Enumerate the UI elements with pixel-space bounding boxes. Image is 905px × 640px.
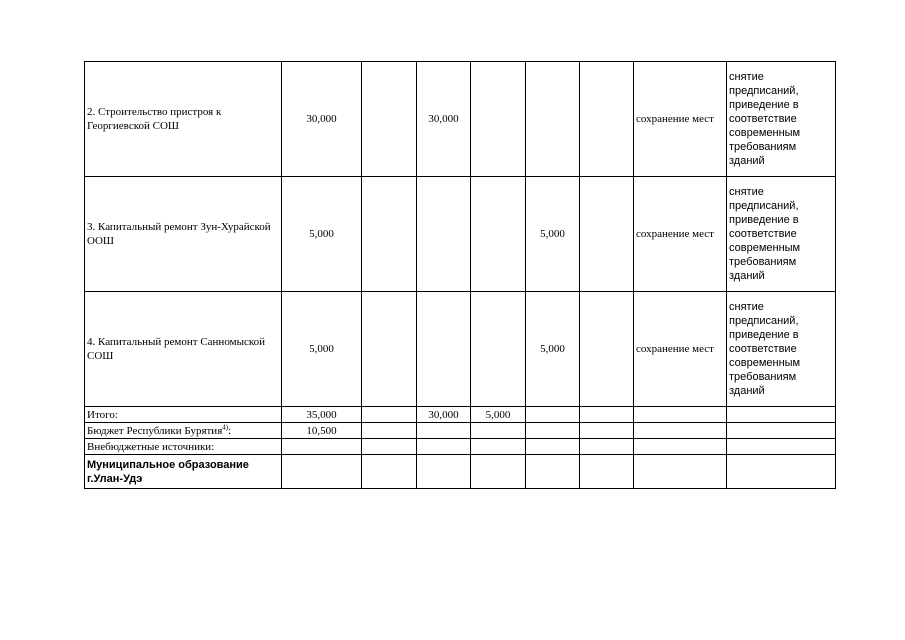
object-name-cell: 3. Капитальный ремонт Зун-Хурайской ООШ — [85, 177, 282, 292]
empty-cell — [634, 439, 727, 455]
empty-cell — [471, 455, 526, 489]
effect-cell: сохранение мест — [634, 292, 727, 407]
effect-cell: сохранение мест — [634, 177, 727, 292]
note-cell: снятие предписаний, приведение в соответствие современным требованиям зданий — [727, 177, 836, 292]
extra-budget-label: Внебюджетные источники: — [85, 439, 282, 455]
empty-cell — [362, 455, 417, 489]
empty-cell — [580, 439, 634, 455]
year-cell — [526, 62, 580, 177]
budget-row — [85, 423, 836, 439]
object-name-cell: 2. Строительство пристроя к Георгиевской СОШ — [85, 62, 282, 177]
table-row — [85, 177, 836, 292]
note-cell: снятие предписаний, приведение в соответствие современным требованиям зданий — [727, 292, 836, 407]
table-row — [85, 62, 836, 177]
empty-cell — [727, 439, 836, 455]
budget-label — [85, 423, 282, 439]
empty-cell — [526, 423, 580, 439]
year-cell — [471, 177, 526, 292]
effect-cell — [634, 407, 727, 423]
extra-budget-row — [85, 439, 836, 455]
empty-cell — [634, 455, 727, 489]
total-cell: 10,500 — [282, 423, 362, 439]
year-cell — [471, 292, 526, 407]
empty-cell — [727, 423, 836, 439]
empty-cell — [526, 455, 580, 489]
year-cell: 30,000 — [417, 62, 471, 177]
empty-cell — [362, 423, 417, 439]
empty-cell — [634, 423, 727, 439]
note-cell — [727, 407, 836, 423]
year-cell: 5,000 — [526, 177, 580, 292]
year-cell: 5,000 — [526, 292, 580, 407]
empty-cell — [417, 439, 471, 455]
municipality-label: Муниципальное образование г.Улан-Удэ — [85, 455, 282, 489]
table-row — [85, 292, 836, 407]
total-cell: 5,000 — [282, 177, 362, 292]
year-cell — [362, 292, 417, 407]
total-label: Итого: — [85, 407, 282, 423]
financing-table — [84, 61, 836, 489]
empty-cell — [282, 455, 362, 489]
budget-label-text: Бюджет Республики Бурятия — [87, 424, 223, 437]
year-cell — [417, 292, 471, 407]
year-cell — [362, 177, 417, 292]
year-cell — [580, 407, 634, 423]
footnote-mark: 4) — [222, 422, 229, 431]
object-name-cell: 4. Капитальный ремонт Санномыской СОШ — [85, 292, 282, 407]
empty-cell — [471, 439, 526, 455]
year-cell — [362, 407, 417, 423]
budget-label-suffix: : — [228, 424, 232, 437]
effect-cell: сохранение мест — [634, 62, 727, 177]
empty-cell — [362, 439, 417, 455]
empty-cell — [417, 423, 471, 439]
empty-cell — [417, 455, 471, 489]
empty-cell — [471, 423, 526, 439]
year-cell — [580, 62, 634, 177]
year-cell — [417, 177, 471, 292]
empty-cell — [580, 423, 634, 439]
note-cell: снятие предписаний, приведение в соответствие современным требованиям зданий — [727, 62, 836, 177]
total-cell: 30,000 — [282, 62, 362, 177]
year-cell — [526, 407, 580, 423]
empty-cell — [727, 455, 836, 489]
year-cell — [580, 292, 634, 407]
year-cell: 30,000 — [417, 407, 471, 423]
total-cell: 5,000 — [282, 292, 362, 407]
empty-cell — [526, 439, 580, 455]
year-cell — [471, 62, 526, 177]
total-cell: 35,000 — [282, 407, 362, 423]
municipality-row — [85, 455, 836, 489]
year-cell — [580, 177, 634, 292]
year-cell — [362, 62, 417, 177]
total-row — [85, 407, 836, 423]
year-cell: 5,000 — [471, 407, 526, 423]
empty-cell — [580, 455, 634, 489]
total-cell — [282, 439, 362, 455]
